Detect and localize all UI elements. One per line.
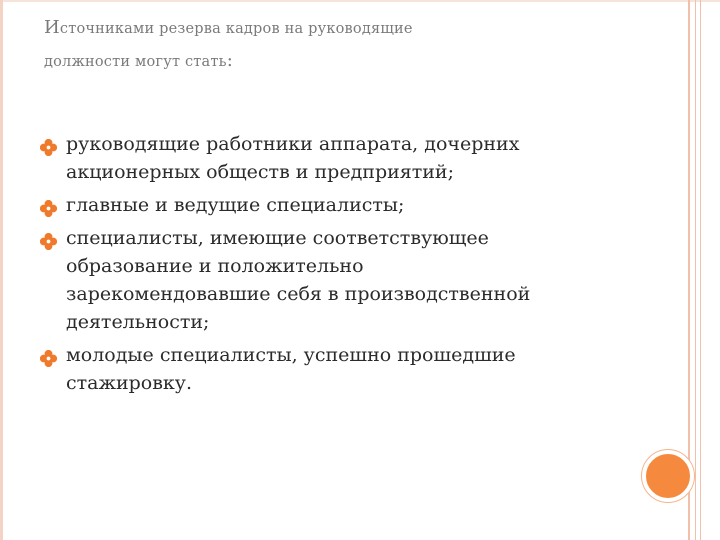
title-line-2-text: должности могут стать [44,54,227,70]
bullet-text-line: зарекомендовавшие себя в производственной [66,283,531,305]
bullet-text-line: стажировку. [66,372,193,394]
title-line-1-text: сточниками резерва кадров на руководящие [59,21,413,37]
bullet-text-line: деятельности; [66,311,210,333]
bullet-item [40,191,620,219]
slide-left-edge [0,0,3,540]
bullet-item [40,224,620,336]
slide-title [44,12,644,78]
bullet-text-line: руководящие работники аппарата, дочерних [66,133,520,155]
right-decorative-rule [700,0,701,540]
flower-bullet-icon [40,136,57,153]
bullet-text-line: специалисты, имеющие соответствующее [66,227,489,249]
title-line-2 [44,45,644,78]
bullet-list [40,130,620,402]
bullet-text-line: образование и положительно [66,255,364,277]
slide-top-edge [0,0,720,2]
flower-bullet-icon [40,347,57,364]
bullet-item [40,341,620,397]
bullet-text-line: главные и ведущие специалисты; [66,194,405,216]
right-decorative-rule [695,0,696,540]
decorative-orange-circle [642,450,694,502]
title-initial: И [44,17,60,38]
title-line-1 [44,12,644,45]
bullet-text-line: акционерных обществ и предприятий; [66,161,454,183]
bullet-text-line: молодые специалисты, успешно прошедшие [66,344,516,366]
flower-bullet-icon [40,230,57,247]
title-colon: : [226,50,233,71]
bullet-item [40,130,620,186]
flower-bullet-icon [40,197,57,214]
